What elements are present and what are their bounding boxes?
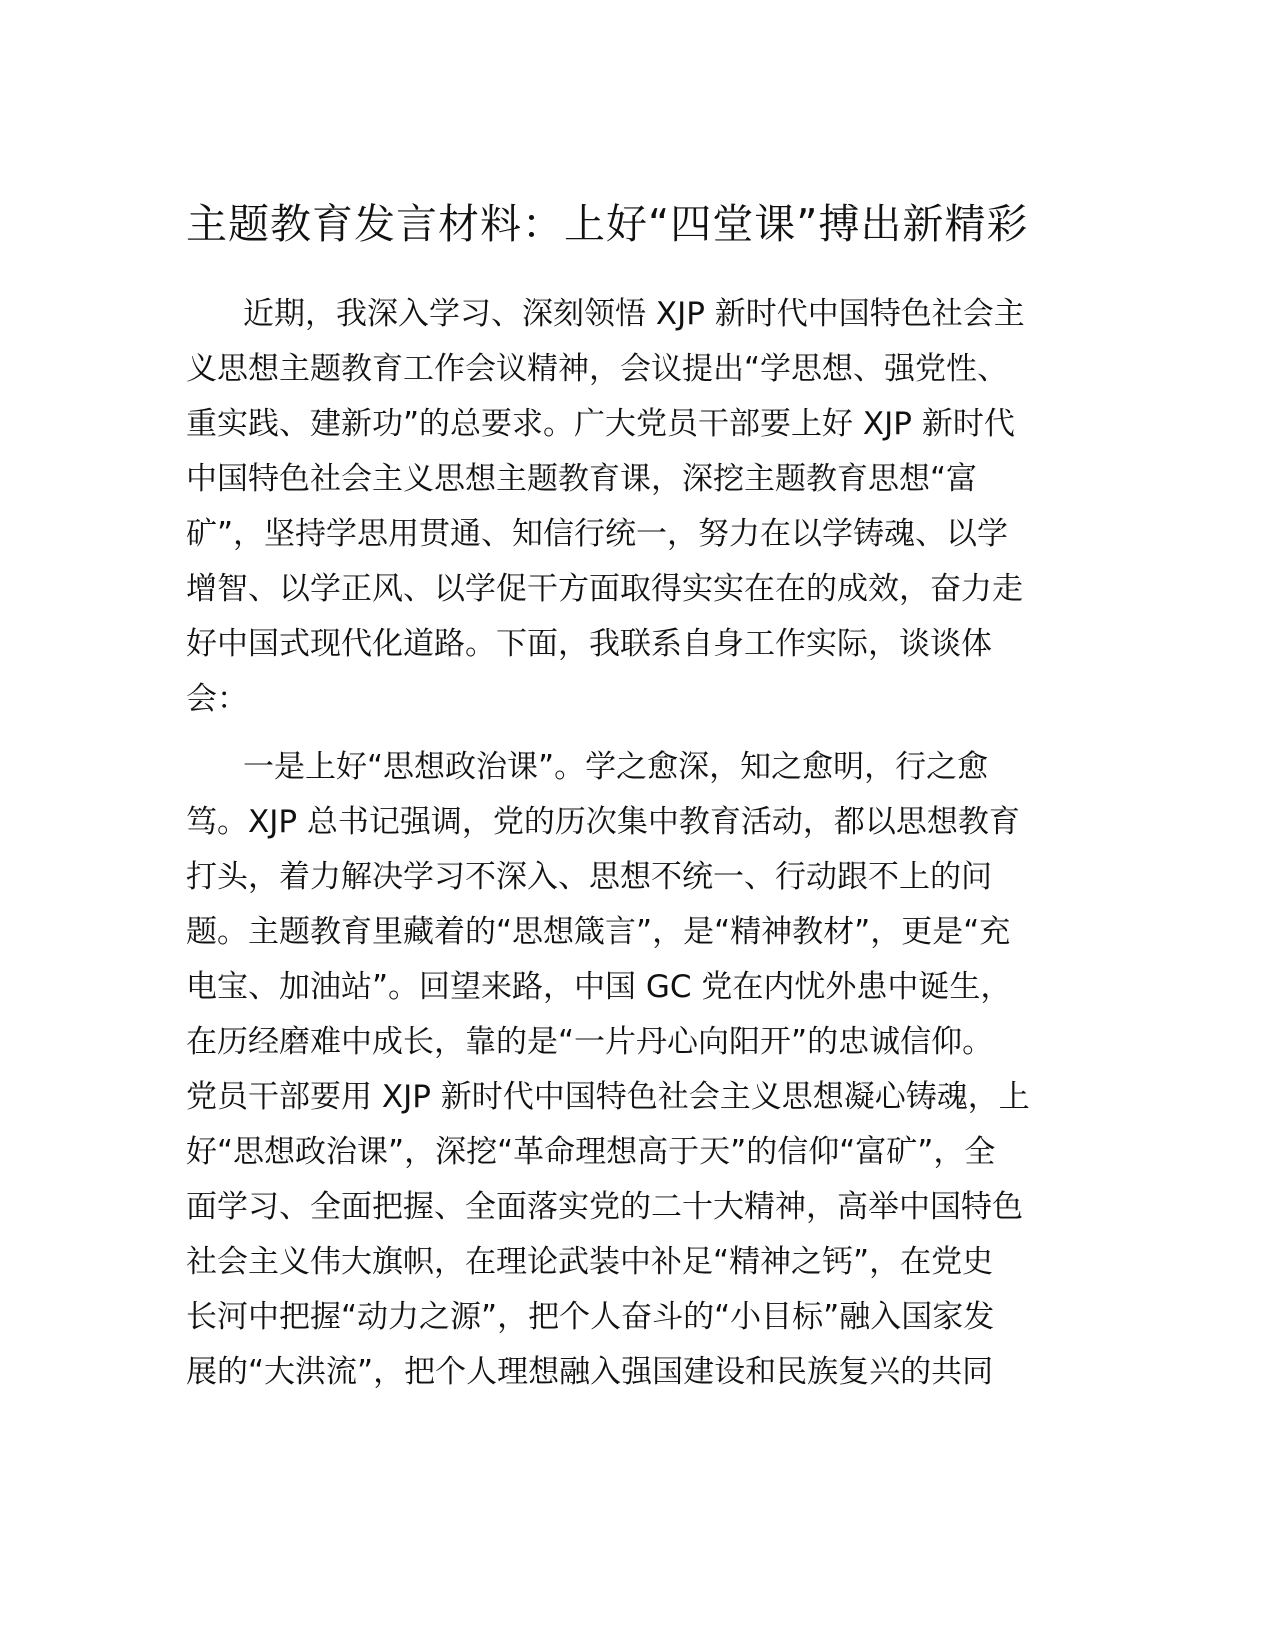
- document-title: 主题教育发言材料：上好“四堂课”搏出新精彩: [186, 200, 1029, 248]
- paragraph-1-line-3: 重实践、建新功”的总要求。广大党员干部要上好 XJP 新时代: [186, 406, 1015, 442]
- paragraph-2-line-10: 社会主义伟大旗帜，在理论武装中补足“精神之钙”，在党史: [186, 1244, 994, 1280]
- paragraph-2-line-11: 长河中把握“动力之源”，把个人奋斗的“小目标”融入国家发: [186, 1299, 995, 1335]
- paragraph-2-line-2: 笃。XJP 总书记强调，党的历次集中教育活动，都以思想教育: [186, 804, 1020, 840]
- paragraph-1-line-4: 中国特色社会主义思想主题教育课，深挖主题教育思想“富: [186, 461, 978, 497]
- paragraph-1-line-2: 义思想主题教育工作会议精神，会议提出“学思想、强党性、: [186, 351, 1009, 387]
- paragraph-2-line-5: 电宝、加油站”。回望来路，中国 GC 党在内忧外患中诞生，: [186, 969, 1012, 1005]
- paragraph-2-line-7: 党员干部要用 XJP 新时代中国特色社会主义思想凝心铸魂，上: [186, 1079, 1030, 1115]
- paragraph-1-line-6: 增智、以学正风、以学促干方面取得实实在在的成效，奋力走: [186, 571, 1023, 607]
- paragraph-2-line-4: 题。主题教育里藏着的“思想箴言”，是“精神教材”，更是“充: [186, 914, 1011, 950]
- paragraph-2-line-9: 面学习、全面把握、全面落实党的二十大精神，高举中国特色: [186, 1189, 1023, 1225]
- paragraph-2-line-6: 在历经磨难中成长，靠的是“一片丹心向阳开”的忠诚信仰。: [186, 1024, 994, 1060]
- paragraph-1-line-8: 会：: [186, 681, 248, 717]
- paragraph-1-line-5: 矿”，坚持学思用贯通、知信行统一，努力在以学铸魂、以学: [186, 516, 1009, 552]
- paragraph-2-line-12: 展的“大洪流”，把个人理想融入强国建设和民族复兴的共同: [186, 1354, 994, 1390]
- paragraph-2-line-3: 打头，着力解决学习不深入、思想不统一、行动跟不上的问: [186, 859, 992, 895]
- paragraph-2-line-1: 一是上好“思想政治课”。学之愈深，知之愈明，行之愈: [243, 749, 989, 785]
- paragraph-1-line-1: 近期，我深入学习、深刻领悟 XJP 新时代中国特色社会主: [243, 296, 1025, 332]
- paragraph-2-line-8: 好“思想政治课”，深挖“革命理想高于天”的信仰“富矿”，全: [186, 1134, 996, 1170]
- paragraph-1-line-7: 好中国式现代化道路。下面，我联系自身工作实际，谈谈体: [186, 626, 992, 662]
